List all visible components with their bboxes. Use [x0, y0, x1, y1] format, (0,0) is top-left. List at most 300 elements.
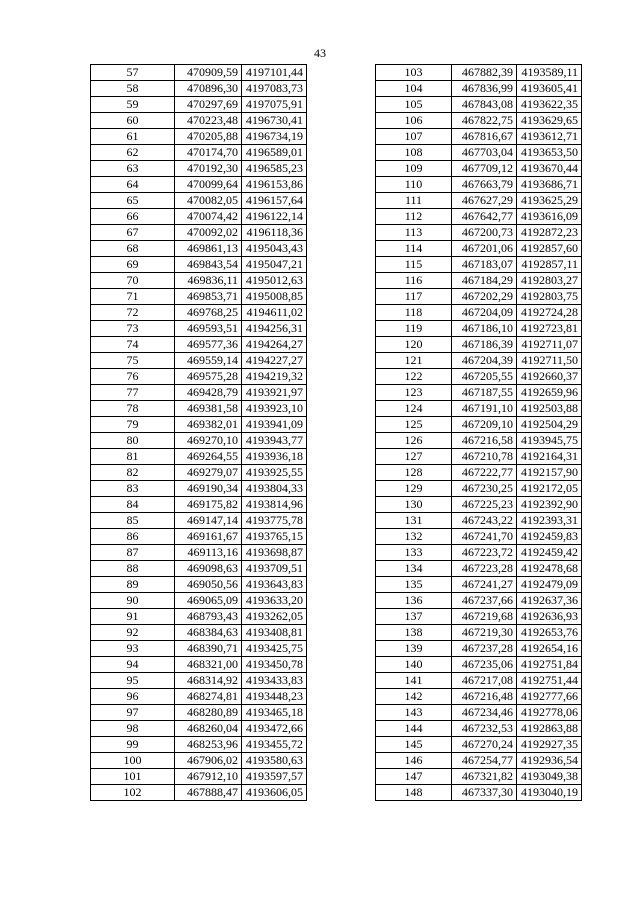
point-number-cell: 134 — [376, 561, 452, 577]
point-number-cell: 144 — [376, 721, 452, 737]
x-coordinate-cell: 467232,53 — [452, 721, 517, 737]
table-row — [376, 753, 582, 769]
x-coordinate-cell: 469843,54 — [175, 257, 242, 273]
table-row — [376, 593, 582, 609]
table-row — [91, 129, 307, 145]
table-row — [376, 129, 582, 145]
x-coordinate-cell: 467836,99 — [452, 81, 517, 97]
table-row — [376, 385, 582, 401]
x-coordinate-cell: 468321,00 — [175, 657, 242, 673]
x-coordinate-cell: 467183,07 — [452, 257, 517, 273]
x-coordinate-cell: 470092,02 — [175, 225, 242, 241]
x-coordinate-cell: 467225,23 — [452, 497, 517, 513]
table-row — [91, 689, 307, 705]
x-coordinate-cell: 469098,63 — [175, 561, 242, 577]
x-coordinate-cell: 469264,55 — [175, 449, 242, 465]
point-number-cell: 113 — [376, 225, 452, 241]
table-row — [376, 673, 582, 689]
table-row — [376, 305, 582, 321]
y-coordinate-cell: 4193605,41 — [517, 81, 582, 97]
table-row — [91, 209, 307, 225]
y-coordinate-cell: 4192936,54 — [517, 753, 582, 769]
table-row — [91, 273, 307, 289]
x-coordinate-cell: 467204,39 — [452, 353, 517, 369]
x-coordinate-cell: 467201,06 — [452, 241, 517, 257]
point-number-cell: 66 — [91, 209, 175, 225]
table-row — [91, 81, 307, 97]
point-number-cell: 103 — [376, 65, 452, 81]
point-number-cell: 102 — [91, 785, 175, 801]
page-number: 43 — [314, 46, 326, 60]
y-coordinate-cell: 4192392,90 — [517, 497, 582, 513]
point-number-cell: 125 — [376, 417, 452, 433]
point-number-cell: 138 — [376, 625, 452, 641]
y-coordinate-cell: 4193622,35 — [517, 97, 582, 113]
point-number-cell: 141 — [376, 673, 452, 689]
y-coordinate-cell: 4192803,27 — [517, 273, 582, 289]
table-row — [91, 305, 307, 321]
y-coordinate-cell: 4192653,76 — [517, 625, 582, 641]
table-row — [376, 353, 582, 369]
x-coordinate-cell: 467888,47 — [175, 785, 242, 801]
y-coordinate-cell: 4193612,71 — [517, 129, 582, 145]
y-coordinate-cell: 4192637,36 — [517, 593, 582, 609]
x-coordinate-cell: 469836,11 — [175, 273, 242, 289]
y-coordinate-cell: 4196585,23 — [242, 161, 307, 177]
point-number-cell: 78 — [91, 401, 175, 417]
x-coordinate-cell: 468253,96 — [175, 737, 242, 753]
table-row — [91, 465, 307, 481]
y-coordinate-cell: 4193455,72 — [242, 737, 307, 753]
point-number-cell: 109 — [376, 161, 452, 177]
y-coordinate-cell: 4193765,15 — [242, 529, 307, 545]
x-coordinate-cell: 467209,10 — [452, 417, 517, 433]
x-coordinate-cell: 468280,89 — [175, 705, 242, 721]
table-row — [376, 97, 582, 113]
point-number-cell: 139 — [376, 641, 452, 657]
y-coordinate-cell: 4193040,19 — [517, 785, 582, 801]
point-number-cell: 64 — [91, 177, 175, 193]
point-number-cell: 95 — [91, 673, 175, 689]
table-row — [91, 257, 307, 273]
y-coordinate-cell: 4192654,16 — [517, 641, 582, 657]
point-number-cell: 68 — [91, 241, 175, 257]
table-row — [376, 225, 582, 241]
y-coordinate-cell: 4193606,05 — [242, 785, 307, 801]
table-row — [376, 113, 582, 129]
x-coordinate-cell: 469853,71 — [175, 289, 242, 305]
point-number-cell: 130 — [376, 497, 452, 513]
table-row — [91, 321, 307, 337]
point-number-cell: 92 — [91, 625, 175, 641]
table-row — [376, 337, 582, 353]
point-number-cell: 61 — [91, 129, 175, 145]
y-coordinate-cell: 4193653,50 — [517, 145, 582, 161]
y-coordinate-cell: 4193629,65 — [517, 113, 582, 129]
table-row — [91, 97, 307, 113]
x-coordinate-cell: 470099,64 — [175, 177, 242, 193]
y-coordinate-cell: 4192711,07 — [517, 337, 582, 353]
point-number-cell: 122 — [376, 369, 452, 385]
table-row — [376, 657, 582, 673]
table-row — [91, 449, 307, 465]
x-coordinate-cell: 467241,70 — [452, 529, 517, 545]
x-coordinate-cell: 468793,43 — [175, 609, 242, 625]
x-coordinate-cell: 470082,05 — [175, 193, 242, 209]
y-coordinate-cell: 4192478,68 — [517, 561, 582, 577]
y-coordinate-cell: 4193670,44 — [517, 161, 582, 177]
point-number-cell: 70 — [91, 273, 175, 289]
point-number-cell: 129 — [376, 481, 452, 497]
y-coordinate-cell: 4193049,38 — [517, 769, 582, 785]
table-row — [91, 369, 307, 385]
y-coordinate-cell: 4195043,43 — [242, 241, 307, 257]
point-number-cell: 72 — [91, 305, 175, 321]
x-coordinate-cell: 467223,28 — [452, 561, 517, 577]
x-coordinate-cell: 470205,88 — [175, 129, 242, 145]
y-coordinate-cell: 4193472,66 — [242, 721, 307, 737]
y-coordinate-cell: 4196589,01 — [242, 145, 307, 161]
point-number-cell: 91 — [91, 609, 175, 625]
point-number-cell: 99 — [91, 737, 175, 753]
point-number-cell: 59 — [91, 97, 175, 113]
point-number-cell: 119 — [376, 321, 452, 337]
y-coordinate-cell: 4192164,31 — [517, 449, 582, 465]
x-coordinate-cell: 467202,29 — [452, 289, 517, 305]
x-coordinate-cell: 467216,48 — [452, 689, 517, 705]
x-coordinate-cell: 469381,58 — [175, 401, 242, 417]
table-row — [91, 65, 307, 81]
x-coordinate-cell: 467200,73 — [452, 225, 517, 241]
point-number-cell: 69 — [91, 257, 175, 273]
table-row — [376, 417, 582, 433]
y-coordinate-cell: 4192659,96 — [517, 385, 582, 401]
x-coordinate-cell: 467241,27 — [452, 577, 517, 593]
table-row — [91, 289, 307, 305]
y-coordinate-cell: 4192157,90 — [517, 465, 582, 481]
point-number-cell: 117 — [376, 289, 452, 305]
table-row — [376, 609, 582, 625]
x-coordinate-cell: 467191,10 — [452, 401, 517, 417]
x-coordinate-cell: 469161,67 — [175, 529, 242, 545]
y-coordinate-cell: 4192393,31 — [517, 513, 582, 529]
x-coordinate-cell: 467234,46 — [452, 705, 517, 721]
coordinates-table-right-body — [376, 65, 582, 801]
table-row — [91, 785, 307, 801]
x-coordinate-cell: 469577,36 — [175, 337, 242, 353]
point-number-cell: 120 — [376, 337, 452, 353]
y-coordinate-cell: 4196157,64 — [242, 193, 307, 209]
y-coordinate-cell: 4193448,23 — [242, 689, 307, 705]
point-number-cell: 86 — [91, 529, 175, 545]
point-number-cell: 105 — [376, 97, 452, 113]
point-number-cell: 128 — [376, 465, 452, 481]
x-coordinate-cell: 468390,71 — [175, 641, 242, 657]
table-row — [376, 529, 582, 545]
table-row — [91, 225, 307, 241]
y-coordinate-cell: 4193643,83 — [242, 577, 307, 593]
x-coordinate-cell: 467663,79 — [452, 177, 517, 193]
table-row — [376, 433, 582, 449]
table-row — [91, 513, 307, 529]
y-coordinate-cell: 4194611,02 — [242, 305, 307, 321]
x-coordinate-cell: 468314,92 — [175, 673, 242, 689]
point-number-cell: 146 — [376, 753, 452, 769]
y-coordinate-cell: 4192459,83 — [517, 529, 582, 545]
y-coordinate-cell: 4194227,27 — [242, 353, 307, 369]
point-number-cell: 111 — [376, 193, 452, 209]
table-row — [376, 273, 582, 289]
table-row — [91, 705, 307, 721]
y-coordinate-cell: 4192723,81 — [517, 321, 582, 337]
x-coordinate-cell: 467627,29 — [452, 193, 517, 209]
point-number-cell: 71 — [91, 289, 175, 305]
table-row — [91, 657, 307, 673]
point-number-cell: 140 — [376, 657, 452, 673]
y-coordinate-cell: 4197101,44 — [242, 65, 307, 81]
x-coordinate-cell: 467222,77 — [452, 465, 517, 481]
x-coordinate-cell: 469593,51 — [175, 321, 242, 337]
x-coordinate-cell: 467703,04 — [452, 145, 517, 161]
table-row — [376, 769, 582, 785]
y-coordinate-cell: 4192636,93 — [517, 609, 582, 625]
x-coordinate-cell: 467243,22 — [452, 513, 517, 529]
table-row — [91, 577, 307, 593]
y-coordinate-cell: 4193775,78 — [242, 513, 307, 529]
table-row — [376, 577, 582, 593]
table-row — [376, 321, 582, 337]
y-coordinate-cell: 4196153,86 — [242, 177, 307, 193]
point-number-cell: 79 — [91, 417, 175, 433]
x-coordinate-cell: 467337,30 — [452, 785, 517, 801]
y-coordinate-cell: 4192172,05 — [517, 481, 582, 497]
point-number-cell: 94 — [91, 657, 175, 673]
x-coordinate-cell: 469270,10 — [175, 433, 242, 449]
x-coordinate-cell: 469065,09 — [175, 593, 242, 609]
y-coordinate-cell: 4193923,10 — [242, 401, 307, 417]
y-coordinate-cell: 4196118,36 — [242, 225, 307, 241]
table-row — [91, 481, 307, 497]
table-row — [376, 625, 582, 641]
table-row — [376, 449, 582, 465]
x-coordinate-cell: 469175,82 — [175, 497, 242, 513]
coordinates-table-left — [90, 64, 307, 801]
point-number-cell: 75 — [91, 353, 175, 369]
point-number-cell: 121 — [376, 353, 452, 369]
y-coordinate-cell: 4197083,73 — [242, 81, 307, 97]
table-row — [376, 497, 582, 513]
table-row — [376, 401, 582, 417]
x-coordinate-cell: 467219,30 — [452, 625, 517, 641]
point-number-cell: 131 — [376, 513, 452, 529]
y-coordinate-cell: 4193686,71 — [517, 177, 582, 193]
point-number-cell: 110 — [376, 177, 452, 193]
x-coordinate-cell: 467321,82 — [452, 769, 517, 785]
x-coordinate-cell: 467184,29 — [452, 273, 517, 289]
point-number-cell: 145 — [376, 737, 452, 753]
x-coordinate-cell: 467237,66 — [452, 593, 517, 609]
point-number-cell: 115 — [376, 257, 452, 273]
x-coordinate-cell: 467822,75 — [452, 113, 517, 129]
x-coordinate-cell: 469575,28 — [175, 369, 242, 385]
table-row — [91, 497, 307, 513]
x-coordinate-cell: 467709,12 — [452, 161, 517, 177]
table-row — [376, 145, 582, 161]
y-coordinate-cell: 4193450,78 — [242, 657, 307, 673]
table-row — [376, 209, 582, 225]
table-row — [376, 241, 582, 257]
coordinates-table-left-body — [91, 65, 307, 801]
x-coordinate-cell: 467642,77 — [452, 209, 517, 225]
point-number-cell: 65 — [91, 193, 175, 209]
point-number-cell: 107 — [376, 129, 452, 145]
table-row — [91, 241, 307, 257]
x-coordinate-cell: 469768,25 — [175, 305, 242, 321]
point-number-cell: 82 — [91, 465, 175, 481]
table-row — [376, 689, 582, 705]
point-number-cell: 137 — [376, 609, 452, 625]
x-coordinate-cell: 469428,79 — [175, 385, 242, 401]
x-coordinate-cell: 469147,14 — [175, 513, 242, 529]
y-coordinate-cell: 4192863,88 — [517, 721, 582, 737]
point-number-cell: 85 — [91, 513, 175, 529]
y-coordinate-cell: 4193597,57 — [242, 769, 307, 785]
table-row — [91, 609, 307, 625]
table-row — [91, 433, 307, 449]
point-number-cell: 124 — [376, 401, 452, 417]
point-number-cell: 127 — [376, 449, 452, 465]
x-coordinate-cell: 468384,63 — [175, 625, 242, 641]
y-coordinate-cell: 4193804,33 — [242, 481, 307, 497]
point-number-cell: 132 — [376, 529, 452, 545]
x-coordinate-cell: 467237,28 — [452, 641, 517, 657]
y-coordinate-cell: 4193580,63 — [242, 753, 307, 769]
point-number-cell: 81 — [91, 449, 175, 465]
x-coordinate-cell: 469861,13 — [175, 241, 242, 257]
y-coordinate-cell: 4193625,29 — [517, 193, 582, 209]
x-coordinate-cell: 467204,09 — [452, 305, 517, 321]
point-number-cell: 57 — [91, 65, 175, 81]
point-number-cell: 136 — [376, 593, 452, 609]
x-coordinate-cell: 467217,08 — [452, 673, 517, 689]
point-number-cell: 96 — [91, 689, 175, 705]
y-coordinate-cell: 4192778,06 — [517, 705, 582, 721]
table-row — [376, 257, 582, 273]
x-coordinate-cell: 469559,14 — [175, 353, 242, 369]
point-number-cell: 83 — [91, 481, 175, 497]
y-coordinate-cell: 4196122,14 — [242, 209, 307, 225]
x-coordinate-cell: 468274,81 — [175, 689, 242, 705]
point-number-cell: 88 — [91, 561, 175, 577]
y-coordinate-cell: 4192857,60 — [517, 241, 582, 257]
point-number-cell: 116 — [376, 273, 452, 289]
point-number-cell: 106 — [376, 113, 452, 129]
point-number-cell: 77 — [91, 385, 175, 401]
table-row — [91, 561, 307, 577]
point-number-cell: 93 — [91, 641, 175, 657]
table-row — [376, 737, 582, 753]
y-coordinate-cell: 4192803,75 — [517, 289, 582, 305]
x-coordinate-cell: 470896,30 — [175, 81, 242, 97]
point-number-cell: 74 — [91, 337, 175, 353]
y-coordinate-cell: 4193709,51 — [242, 561, 307, 577]
y-coordinate-cell: 4193941,09 — [242, 417, 307, 433]
table-row — [91, 673, 307, 689]
table-row — [91, 417, 307, 433]
table-row — [376, 369, 582, 385]
y-coordinate-cell: 4193921,97 — [242, 385, 307, 401]
y-coordinate-cell: 4192660,37 — [517, 369, 582, 385]
table-row — [376, 65, 582, 81]
x-coordinate-cell: 467254,77 — [452, 753, 517, 769]
point-number-cell: 80 — [91, 433, 175, 449]
y-coordinate-cell: 4192504,29 — [517, 417, 582, 433]
point-number-cell: 76 — [91, 369, 175, 385]
point-number-cell: 133 — [376, 545, 452, 561]
point-number-cell: 84 — [91, 497, 175, 513]
point-number-cell: 101 — [91, 769, 175, 785]
table-row — [376, 561, 582, 577]
point-number-cell: 135 — [376, 577, 452, 593]
y-coordinate-cell: 4193945,75 — [517, 433, 582, 449]
x-coordinate-cell: 467235,06 — [452, 657, 517, 673]
y-coordinate-cell: 4193616,09 — [517, 209, 582, 225]
point-number-cell: 112 — [376, 209, 452, 225]
y-coordinate-cell: 4192711,50 — [517, 353, 582, 369]
table-row — [376, 545, 582, 561]
table-row — [91, 337, 307, 353]
table-row — [376, 705, 582, 721]
point-number-cell: 142 — [376, 689, 452, 705]
y-coordinate-cell: 4193698,87 — [242, 545, 307, 561]
table-row — [91, 113, 307, 129]
table-row — [376, 785, 582, 801]
y-coordinate-cell: 4193589,11 — [517, 65, 582, 81]
x-coordinate-cell: 470297,69 — [175, 97, 242, 113]
point-number-cell: 114 — [376, 241, 452, 257]
table-row — [91, 401, 307, 417]
x-coordinate-cell: 469382,01 — [175, 417, 242, 433]
y-coordinate-cell: 4196734,19 — [242, 129, 307, 145]
y-coordinate-cell: 4197075,91 — [242, 97, 307, 113]
y-coordinate-cell: 4192777,66 — [517, 689, 582, 705]
table-row — [91, 161, 307, 177]
point-number-cell: 100 — [91, 753, 175, 769]
x-coordinate-cell: 467270,24 — [452, 737, 517, 753]
point-number-cell: 108 — [376, 145, 452, 161]
table-row — [91, 353, 307, 369]
point-number-cell: 98 — [91, 721, 175, 737]
point-number-cell: 147 — [376, 769, 452, 785]
point-number-cell: 104 — [376, 81, 452, 97]
x-coordinate-cell: 467187,55 — [452, 385, 517, 401]
y-coordinate-cell: 4193936,18 — [242, 449, 307, 465]
table-row — [91, 753, 307, 769]
table-row — [376, 481, 582, 497]
point-number-cell: 73 — [91, 321, 175, 337]
table-row — [91, 177, 307, 193]
x-coordinate-cell: 468260,04 — [175, 721, 242, 737]
point-number-cell: 126 — [376, 433, 452, 449]
table-row — [376, 161, 582, 177]
table-row — [376, 193, 582, 209]
x-coordinate-cell: 467230,25 — [452, 481, 517, 497]
point-number-cell: 63 — [91, 161, 175, 177]
y-coordinate-cell: 4193425,75 — [242, 641, 307, 657]
y-coordinate-cell: 4193433,83 — [242, 673, 307, 689]
x-coordinate-cell: 469279,07 — [175, 465, 242, 481]
y-coordinate-cell: 4195047,21 — [242, 257, 307, 273]
